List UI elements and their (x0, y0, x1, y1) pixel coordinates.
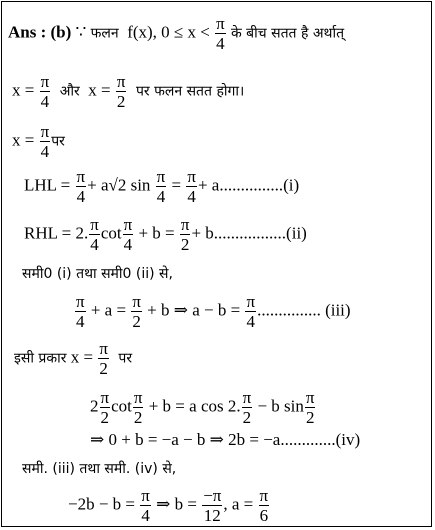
similarly-text: इसी प्रकार (14, 350, 67, 367)
equals-sign: = (171, 175, 182, 195)
fraction: $\frac{\pi}{4}$ (76, 292, 85, 331)
x-equals: x = (12, 80, 35, 100)
intro-word: फलन (90, 25, 119, 42)
combine-text-2: समी. (iii) तथा समी. (iv) से, (22, 461, 177, 477)
equation-at-pi-over-2 (90, 388, 316, 427)
par-word: पर (118, 350, 133, 367)
fraction: $\frac{\pi}{2}$ (99, 339, 108, 378)
domain-condition: f(x), 0 ≤ x < (127, 22, 210, 42)
combine-text-1: समी0 (i) तथा समी0 (ii) से, (22, 266, 173, 282)
fraction: $\frac{\pi}{2}$ (132, 292, 141, 331)
rhl-label: RHL = 2. (24, 223, 89, 243)
x-equals: x = (88, 80, 111, 100)
continuity-text: पर फलन सतत होगा। (135, 83, 245, 100)
fraction: $\frac{\pi}{2}$ (242, 388, 252, 427)
fraction: $\frac{\pi}{4}$ (216, 14, 225, 53)
equation-iv: ⇒ 0 + b = −a − b ⇒ 2b = −a.............(iv) (90, 430, 361, 449)
fraction: $\frac{\pi}{2}$ (116, 72, 126, 111)
coefficient: 2 (90, 396, 99, 416)
lhl-middle: + a√2 sin (87, 175, 151, 195)
fraction: $\frac{\pi}{2}$ (180, 215, 190, 254)
fraction: $\frac{\pi}{4}$ (187, 167, 196, 206)
eq4-middle: + b = a cos 2. (148, 396, 241, 416)
a-equals: , a = (223, 494, 254, 514)
similarly-line (14, 339, 132, 378)
lhl-tail: + a...............(i) (197, 175, 300, 195)
fraction: $\frac{\pi}{2}$ (100, 388, 110, 427)
rhl-middle: + b = (138, 223, 175, 243)
lhl-label: LHL = (24, 175, 71, 195)
because-symbol: ∵ (75, 22, 87, 42)
fraction: $\frac{\pi}{4}$ (123, 215, 133, 254)
fraction: $\frac{\pi}{2}$ (305, 388, 315, 427)
and-word: और (59, 83, 80, 100)
rhl-tail: + b.................(ii) (191, 223, 307, 243)
answer-label: Ans : (b) (8, 22, 72, 42)
eq4-middle-2: − b sin (257, 396, 304, 416)
x-equals: x = (70, 347, 94, 367)
equation-iii (74, 292, 351, 331)
fraction: $\frac{\pi}{4}$ (246, 292, 256, 331)
eq3-part1: + a = (90, 300, 127, 320)
continuity-points-line (12, 72, 244, 111)
fraction: $\frac{\pi}{4}$ (40, 72, 50, 111)
b-equals: ⇒ b = (156, 494, 197, 514)
intro-tail: के बीच सतत है अर्थात् (230, 25, 345, 42)
cot-text: cot (100, 223, 122, 243)
fraction: $\frac{\pi}{2}$ (133, 388, 143, 427)
fraction: $\frac{\pi}{4}$ (40, 122, 50, 161)
final-result (68, 486, 270, 525)
fraction: $\frac{\pi}{4}$ (141, 486, 150, 525)
final-lead: −2b − b = (68, 494, 136, 514)
cot-text: cot (111, 396, 132, 416)
at-point-line (12, 122, 65, 161)
x-equals: x = (12, 130, 35, 150)
lhl-equation (24, 167, 299, 206)
eq3-tail: ............... (iii) (257, 300, 351, 320)
answer-box (1, 1, 432, 527)
fraction: $\frac{-\pi}{12}$ (203, 486, 222, 525)
answer-intro-line (8, 14, 344, 53)
rhl-equation (24, 215, 307, 254)
fraction: $\frac{\pi}{6}$ (259, 486, 269, 525)
fraction: $\frac{\pi}{4}$ (156, 167, 166, 206)
par-word: पर (51, 133, 65, 150)
fraction: $\frac{\pi}{4}$ (90, 215, 99, 254)
eq3-part2: + b ⇒ a − b = (147, 300, 241, 320)
fraction: $\frac{\pi}{4}$ (76, 167, 86, 206)
